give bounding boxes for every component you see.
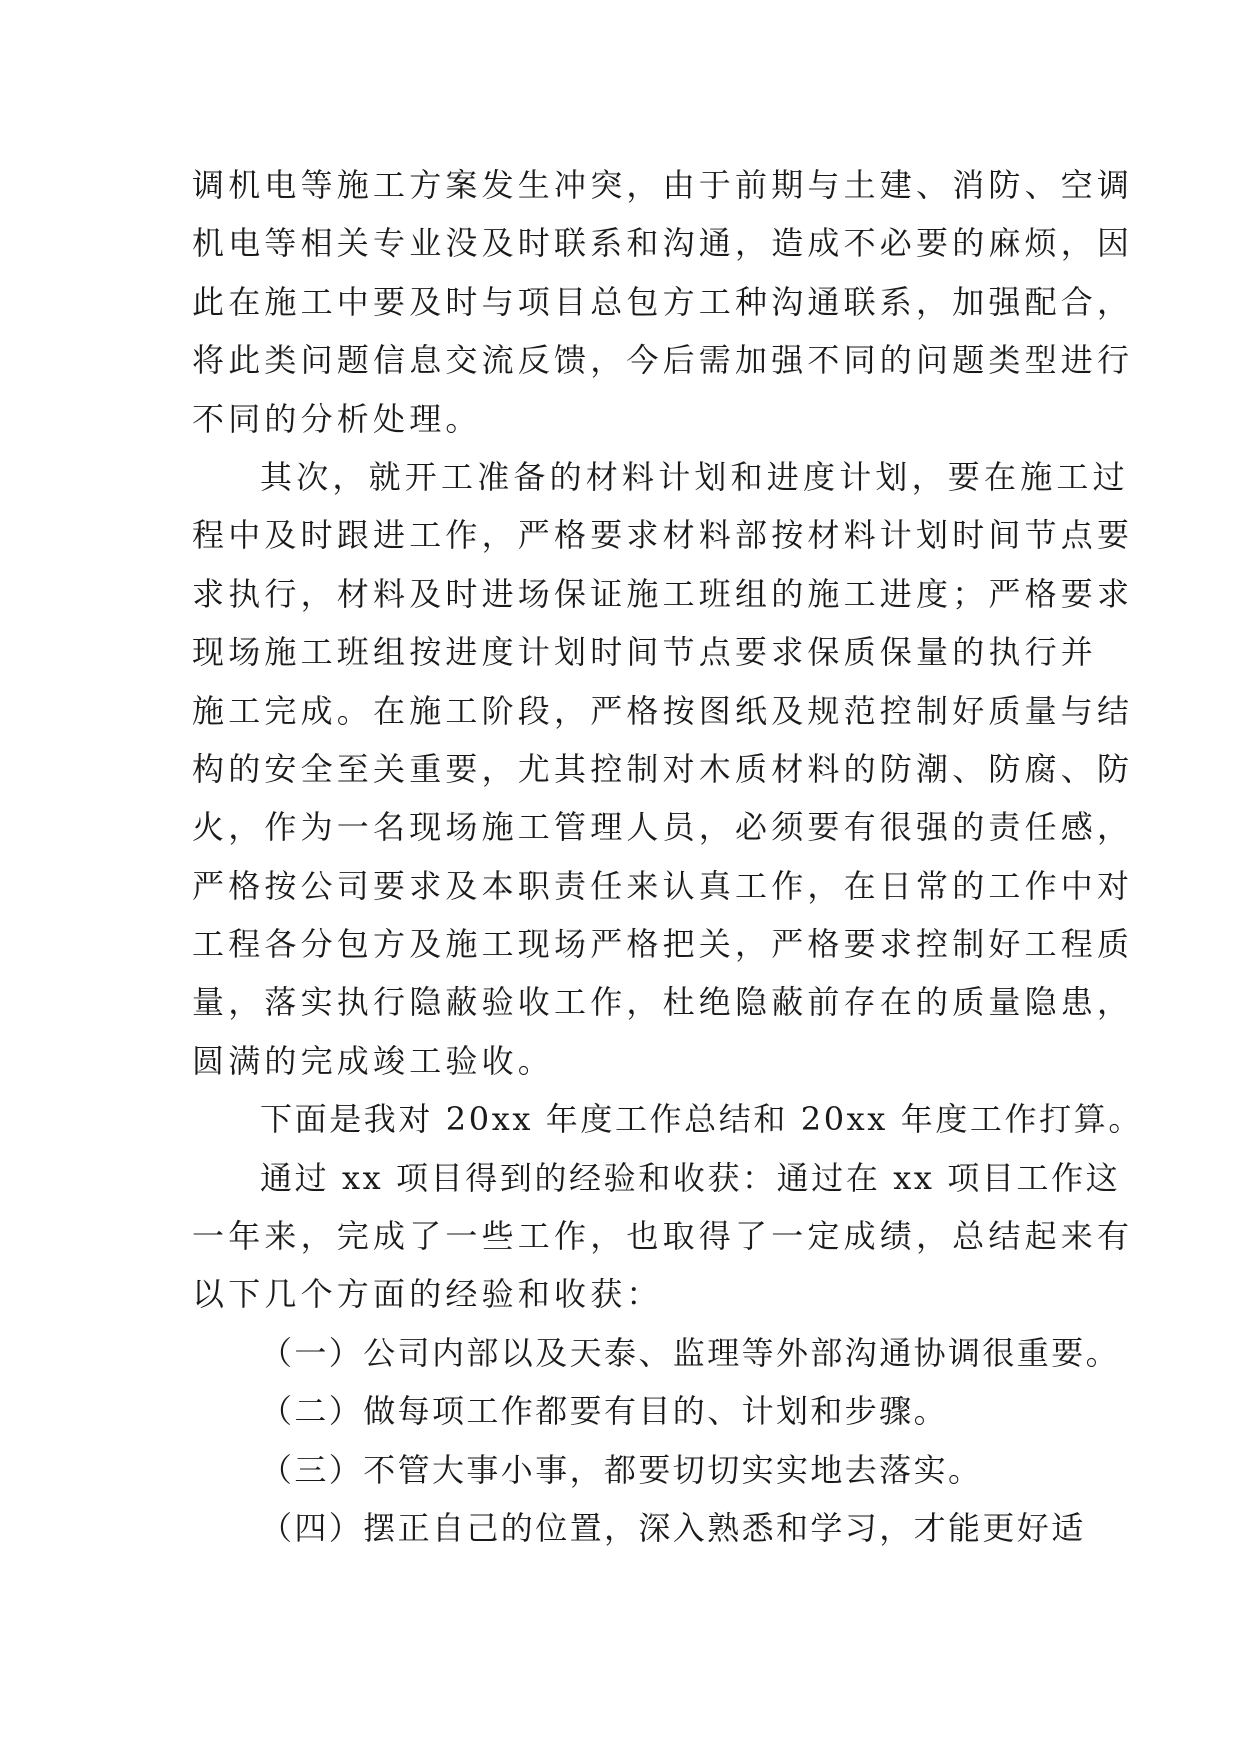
text-line: 此在施工中要及时与项目总包方工种沟通联系，加强配合， bbox=[192, 282, 1134, 321]
text-line: 不同的分析处理。 bbox=[192, 399, 482, 438]
text-line: 将此类问题信息交流反馈，今后需加强不同的问题类型进行 bbox=[192, 341, 1134, 380]
text-line: 现场施工班组按进度计划时间节点要求保质保量的执行并 bbox=[192, 633, 1098, 672]
text-line: 工程各分包方及施工现场严格把关，严格要求控制好工程质 bbox=[192, 925, 1134, 964]
list-item: （四）摆正自己的位置，深入熟悉和学习，才能更好适 bbox=[260, 1508, 1086, 1547]
text-line: 严格按公司要求及本职责任来认真工作，在日常的工作中对 bbox=[192, 866, 1134, 905]
paragraph-first-line: 通过 xx 项目得到的经验和收获：通过在 xx 项目工作这 bbox=[260, 1158, 1121, 1197]
list-item: （三）不管大事小事，都要切切实实地去落实。 bbox=[260, 1450, 983, 1489]
text-line: 一年来，完成了一些工作，也取得了一定成绩，总结起来有 bbox=[192, 1217, 1134, 1256]
text-line: 调机电等施工方案发生冲突，由于前期与土建、消防、空调 bbox=[192, 166, 1134, 204]
paragraph-first-line: 其次，就开工准备的材料计划和进度计划，要在施工过 bbox=[260, 457, 1129, 496]
text-line: 圆满的完成竣工验收。 bbox=[192, 1041, 555, 1080]
text-line: 施工完成。在施工阶段，严格按图纸及规范控制好质量与结 bbox=[192, 691, 1134, 730]
document-body bbox=[192, 156, 1143, 1557]
text-line: 构的安全至关重要，尤其控制对木质材料的防潮、防腐、防 bbox=[192, 749, 1134, 788]
list-item: （二）做每项工作都要有目的、计划和步骤。 bbox=[260, 1392, 949, 1431]
list-item: （一）公司内部以及天泰、监理等外部沟通协调很重要。 bbox=[260, 1333, 1121, 1372]
text-line: 求执行，材料及时进场保证施工班组的施工进度；严格要求 bbox=[192, 574, 1134, 613]
text-line: 量，落实执行隐蔽验收工作，杜绝隐蔽前存在的质量隐患， bbox=[192, 983, 1134, 1022]
text-line: 火，作为一名现场施工管理人员，必须要有很强的责任感， bbox=[192, 808, 1134, 847]
paragraph-first-line: 下面是我对 20xx 年度工作总结和 20xx 年度工作打算。 bbox=[260, 1100, 1143, 1139]
text-line: 机电等相关专业没及时联系和沟通，造成不必要的麻烦，因 bbox=[192, 224, 1134, 263]
text-line: 程中及时跟进工作，严格要求材料部按材料计划时间节点要 bbox=[192, 516, 1134, 555]
text-line: 以下几个方面的经验和收获： bbox=[192, 1275, 663, 1314]
